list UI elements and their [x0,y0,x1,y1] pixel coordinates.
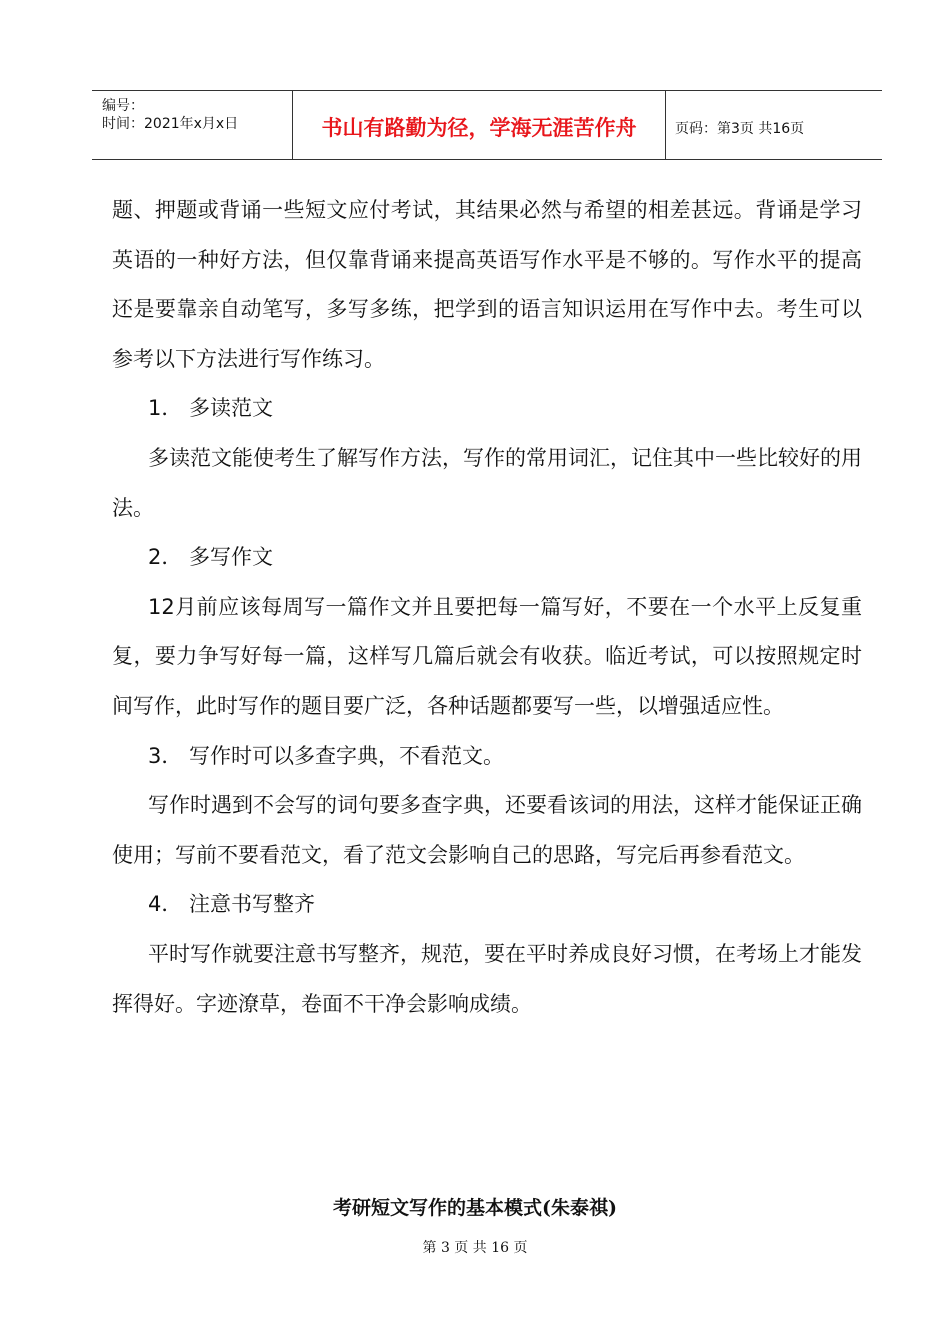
paragraph-write-more: 12月前应该每周写一篇作文并且要把每一篇写好，不要在一个水平上反复重复，要力争写好每一篇，这样写几篇后就会有收获。临近考试，可以按照规定时间写作，此时写作的题目要广泛，各种话题都要写一些，以增强适应性。 [112,594,862,718]
list-heading-4: 4． 注意书写整齐 [148,892,316,917]
page-footer: 第 3 页 共 16 页 [422,1240,528,1256]
header-page-cell [665,91,882,159]
page-header [92,90,882,160]
paragraph-continuation: 题、押题或背诵一些短文应付考试，其结果必然与希望的相差甚远。背诵是学习英语的一种好方法，但仅靠背诵来提高英语写作水平是不够的。写作水平的提高还是要靠亲自动笔写，多写多练，把学到的语言知识运用在写作中去。考生可以参考以下方法进行写作练习。 [112,198,862,371]
paragraph-read-models: 多读范文能使考生了解写作方法，写作的常用词汇，记住其中一些比较好的用法。 [112,445,862,520]
motto-text: 书山有路勤为径，学海无涯苦作舟 [321,115,637,140]
header-meta-cell [92,91,292,159]
document-body [112,186,862,1029]
page-info: 页码：第3页 共16页 [675,121,805,137]
list-heading-2: 2． 多写作文 [148,545,274,570]
list-heading-3: 3． 写作时可以多查字典，不看范文。 [148,743,505,768]
paragraph-dictionary: 写作时遇到不会写的词句要多查字典，还要看该词的用法，这样才能保证正确使用；写前不要看范文，看了范文会影响自己的思路，写完后再参看范文。 [112,793,862,867]
serial-label: 编号： [102,98,144,114]
paragraph-neatness: 平时写作就要注意书写整齐，规范，要在平时养成良好习惯，在考场上才能发挥得好。字迹潦草，卷面不干净会影响成绩。 [112,941,862,1016]
section-title: 考研短文写作的基本模式(朱泰祺) [333,1197,617,1219]
time-label: 时间：2021年x月x日 [102,116,239,132]
list-heading-1: 1． 多读范文 [148,396,274,421]
header-motto-cell [292,91,666,159]
